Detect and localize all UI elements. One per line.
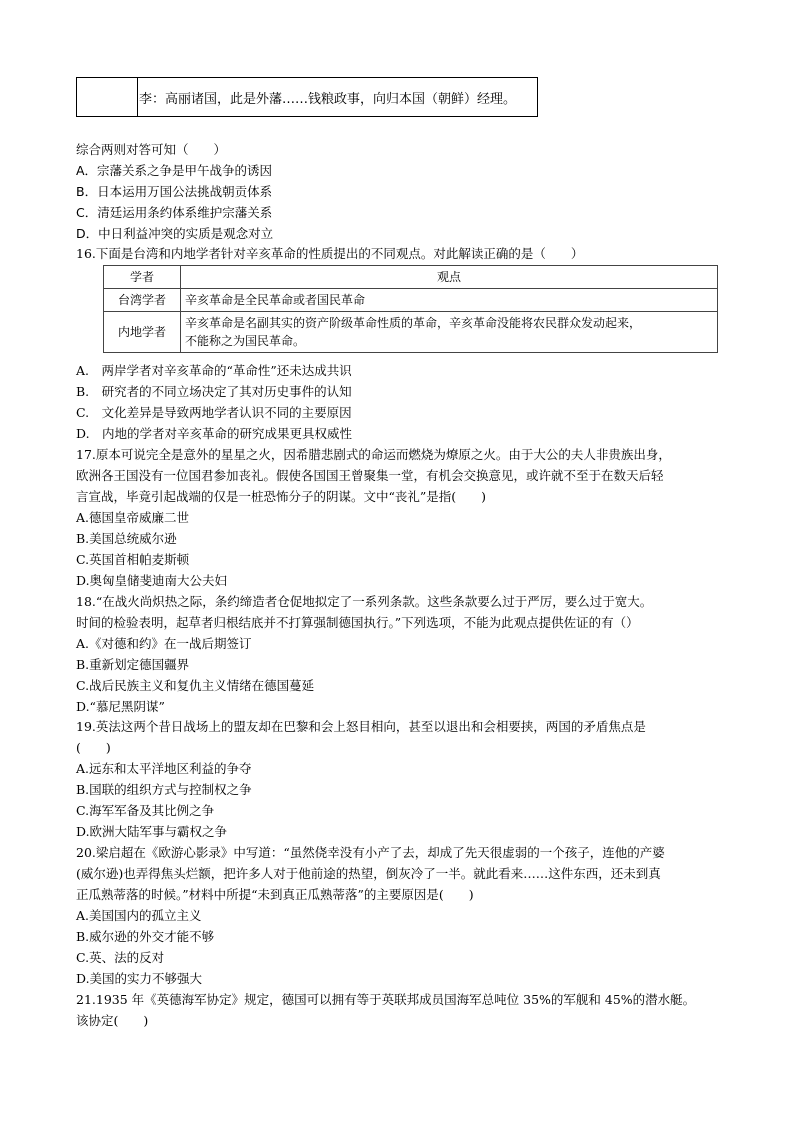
q17-option-a: A.德国皇帝威廉二世 <box>76 510 190 525</box>
q19-option-a: A.远东和太平洋地区利益的争夺 <box>76 761 252 776</box>
q16-view-mainland <box>181 312 718 353</box>
q20-option-d: D.美国的实力不够强大 <box>76 971 203 986</box>
q16-scholar-mainland: 内地学者 <box>104 312 181 353</box>
q17-option-b: B.美国总统威尔逊 <box>76 531 177 546</box>
q15-option-a: A．宗藩关系之争是甲午战争的诱因 <box>76 163 273 178</box>
q18-option-c: C.战后民族主义和复仇主义情绪在德国蔓延 <box>76 678 315 693</box>
q20-option-c: C.英、法的反对 <box>76 950 165 965</box>
q18-option-d: D.“慕尼黑阴谋” <box>76 699 165 714</box>
table-row <box>104 312 718 353</box>
q16-option-d: D. 内地的学者对辛亥革命的研究成果更具权威性 <box>76 426 353 441</box>
q17-option-d: D.奥匈皇储斐迪南大公夫妇 <box>76 573 228 588</box>
q16-scholar-taiwan: 台湾学者 <box>104 289 181 312</box>
q20-option-b: B.威尔逊的外交才能不够 <box>76 929 215 944</box>
q16-view-mainland-line2: 不能称之为国民革命。 <box>185 334 306 348</box>
q19-stem-line1: 19.英法这两个昔日战场上的盟友却在巴黎和会上怒目相向，甚至以退出和会相要挟，两国的矛盾焦点是 <box>76 719 646 734</box>
q20-option-a: A.美国国内的孤立主义 <box>76 908 202 923</box>
q19-option-b: B.国联的组织方式与控制权之争 <box>76 782 252 797</box>
q18-option-b: B.重新划定德国疆界 <box>76 657 190 672</box>
q15-option-c: C．清廷运用条约体系维护宗藩关系 <box>76 205 273 220</box>
q19-option-d: D.欧洲大陆军事与霸权之争 <box>76 824 228 839</box>
q16-table <box>103 265 718 353</box>
q16-stem: 16.下面是台湾和内地学者针对辛亥革命的性质提出的不同观点。对此解读正确的是（ ） <box>76 246 584 261</box>
q17-stem-line3: 言宣战，毕竟引起战端的仅是一桩恐怖分子的阴谋。文中“丧礼”是指( ) <box>76 489 487 504</box>
top-table <box>76 77 538 117</box>
q16-view-mainland-line1: 辛亥革命是名副其实的资产阶级革命性质的革命，辛亥革命没能将农民群众发动起来， <box>185 316 642 330</box>
q15-stem: 综合两则对答可知（ ） <box>76 142 227 157</box>
q15-option-b: B．日本运用万国公法挑战朝贡体系 <box>76 184 273 199</box>
q20-stem-line1: 20.梁启超在《欧游心影录》中写道：“虽然侥幸没有小产了去，却成了先天很虚弱的一个孩子，连他的产婆 <box>76 845 665 860</box>
q16-header-scholar: 学者 <box>104 266 181 289</box>
q18-stem-line1: 18.“在战火尚炽热之际，条约缔造者仓促地拟定了一系列条款。这些条款要么过于严厉，要么过于宽大。 <box>76 594 653 609</box>
q20-stem-line3: 正瓜熟蒂落的时候。”材料中所提“未到真正瓜熟蒂落”的主要原因是( ) <box>76 887 474 902</box>
q15-option-d: D．中日利益冲突的实质是观念对立 <box>76 226 274 241</box>
q21-stem-line1: 21.1935 年《英德海军协定》规定，德国可以拥有等于英联邦成员国海军总吨位 35%的军舰和 45%的潜水艇。 <box>76 992 696 1007</box>
q17-stem-line1: 17.原本可说完全是意外的星星之火，因希腊悲剧式的命运而燃烧为燎原之火。由于大公的夫人非贵族出身， <box>76 447 671 462</box>
q18-option-a: A.《对德和约》在一战后期签订 <box>76 636 252 651</box>
q18-stem-line2: 时间的检验表明，起草者归根结底并不打算强制德国执行。”下列选项，不能为此观点提供佐证的有（） <box>76 615 639 630</box>
q17-option-c: C.英国首相帕麦斯顿 <box>76 552 190 567</box>
q19-stem-line2: ( ) <box>76 740 111 755</box>
q16-header-view: 观点 <box>181 266 718 289</box>
top-table-text-cell: 李：高丽诸国，此是外藩……钱粮政事，向归本国（朝鲜）经理。 <box>139 92 517 107</box>
q19-option-c: C.海军军备及其比例之争 <box>76 803 215 818</box>
table-row <box>104 289 718 312</box>
q16-view-taiwan: 辛亥革命是全民革命或者国民革命 <box>181 289 718 312</box>
q16-option-b: B. 研究者的不同立场决定了其对历史事件的认知 <box>76 384 352 399</box>
q20-stem-line2: (威尔逊)也弄得焦头烂额，把许多人对于他前途的热望，倒灰冷了一半。就此看来……这件东西，还未到真 <box>76 866 661 881</box>
top-table-empty-cell <box>77 78 138 116</box>
q16-table-header-row <box>104 266 718 289</box>
q17-stem-line2: 欧洲各王国没有一位国君参加丧礼。假使各国国王曾聚集一堂，有机会交换意见，或许就不至于在数天后轻 <box>76 468 664 483</box>
q16-option-c: C. 文化差异是导致两地学者认识不同的主要原因 <box>76 405 352 420</box>
q21-stem-line2: 该协定( ) <box>76 1013 149 1028</box>
q16-option-a: A. 两岸学者对辛亥革命的“革命性”还未达成共识 <box>76 363 352 378</box>
